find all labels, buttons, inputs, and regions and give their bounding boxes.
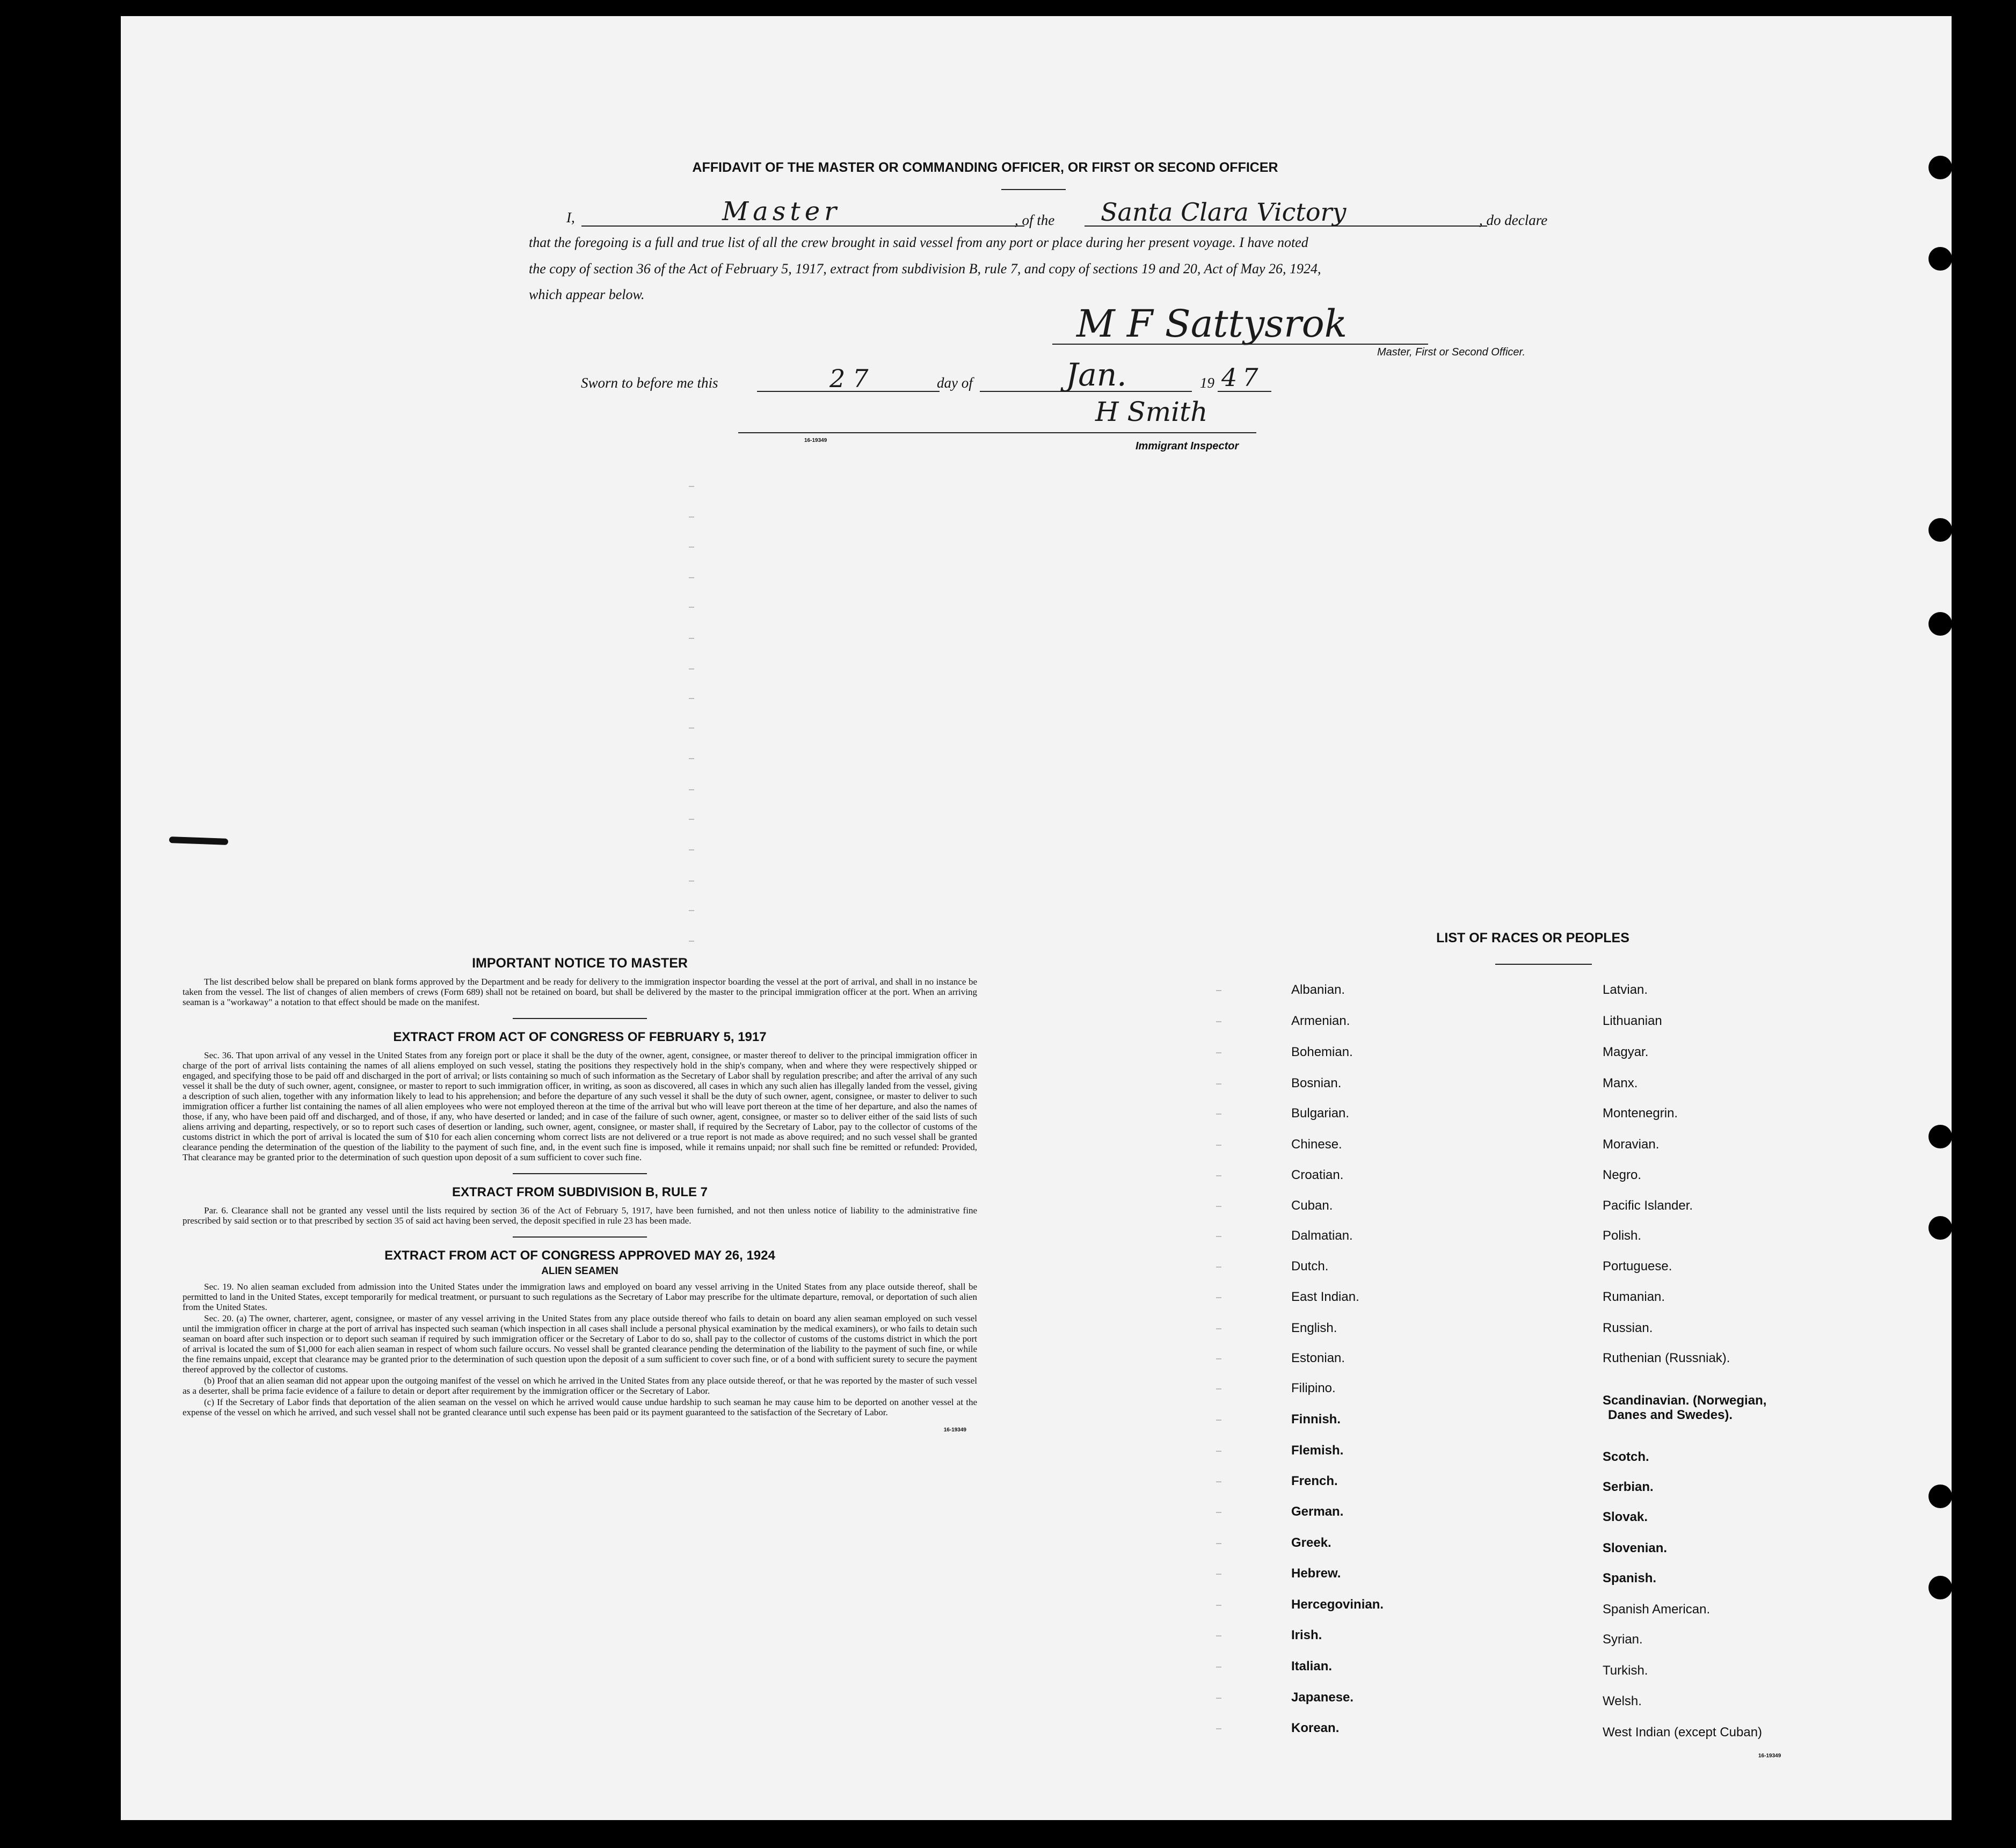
race-item: Montenegrin.	[1603, 1106, 1678, 1121]
affidavit-line-2: that the foregoing is a full and true list of all the crew brought in said vessel from any port or place during her present voyage. I have noted	[529, 235, 1308, 250]
dash-mark	[1216, 1083, 1221, 1085]
race-item: Turkish.	[1603, 1663, 1648, 1678]
left-form-number: 16-19349	[943, 1427, 966, 1433]
dash-mark	[1216, 1358, 1221, 1359]
race-item: Danes and Swedes).	[1608, 1408, 1733, 1422]
dash-mark	[689, 789, 694, 790]
race-item: Dutch.	[1291, 1259, 1329, 1274]
signature-caption: Master, First or Second Officer.	[1377, 346, 1526, 358]
year-prefix: 19	[1200, 375, 1214, 391]
dash-mark	[689, 668, 694, 670]
document-page	[121, 16, 1952, 1820]
do-declare-label: , do declare	[1479, 212, 1548, 228]
dash-mark	[689, 849, 694, 850]
dash-mark	[1216, 1267, 1221, 1268]
dash-mark	[1216, 1175, 1221, 1176]
race-item: Bohemian.	[1291, 1045, 1353, 1059]
extract-1917-title: EXTRACT FROM ACT OF CONGRESS OF FEBRUARY 5, 1917	[393, 1030, 767, 1044]
sec36-paragraph: Sec. 36. That upon arrival of any vessel in the United States from any foreign port or place it shall be the duty of the owner, agent, consignee, or master thereof to deliver to the principal immigration officer in charge of the port of arrival lists containing the names of all aliens employed on such vessel, stating the positions they respectively hold in the ship's company, when and where they were respectively shipped or engaged, and specifying those to be paid off and discharged in the port of arrival; or lists containing so much of such information as the Secretary of Labor shall by regulation prescribe; and after the arrival of any such vessel it shall be the duty of such owner, agent, consignee, or master to report to such immigration officer, in writing, as soon as discovered, all cases in which any such alien has illegally landed from the vessel, giving a description of such alien, together with any information likely to lead to his apprehension; and before the departure of any such vessel it shall be the duty of such owner, agent, consignee, or master to deliver to such immigration officer a further list containing the names of all alien employees who were not employed thereon at the time of the arrival but who will leave port thereon at the time of her departure, and also the names of those, if any, who have been paid off and discharged, and of those, if any, who have deserted or landed; and in case of the failure of such owner, agent, consignee, or master so to deliver either of the said lists of such aliens arriving and departing, respectively, or so to report such cases of desertion or landing, such owner, agent, consignee, or master shall, if required by the Secretary of Labor, pay to the collector of customs of the customs district in which the port of arrival is located the sum of $10 for each alien concerning whom correct lists are not delivered or a true report is not made as above required; and no such vessel shall be granted clearance pending the determination of the question of the liability to the payment of such fine, and, in the event such fine is imposed, while it remains unpaid; nor shall such fine be remitted or refunded: Provided, That clearance may be granted prior to the determination of such question upon deposit of a sum sufficient to cover such fine.	[183, 1050, 977, 1162]
race-item: French.	[1291, 1474, 1338, 1488]
inspector-signature: H Smith	[1095, 396, 1208, 427]
of-the-label: , of the	[1015, 212, 1055, 228]
dash-mark	[1216, 1052, 1221, 1053]
race-item: Hebrew.	[1291, 1566, 1341, 1581]
subdivision-text	[183, 1205, 977, 1226]
affidavit-line-3: the copy of section 36 of the Act of February 5, 1917, extract from subdivision B, rule 7, and copy of sections 19 and 20, Act of May 26, 1924,	[529, 261, 1321, 277]
race-item: English.	[1291, 1321, 1337, 1335]
dash-mark	[689, 577, 694, 578]
subdivision-title: EXTRACT FROM SUBDIVISION B, RULE 7	[452, 1185, 708, 1199]
divider	[513, 1018, 647, 1019]
dash-mark	[1216, 1451, 1221, 1452]
month-handwritten: Jan.	[1066, 356, 1127, 393]
dash-mark	[1216, 1236, 1221, 1237]
left-column	[183, 956, 977, 1433]
affidavit-line-4: which appear below.	[529, 287, 645, 302]
notice-text	[183, 977, 977, 1007]
race-item: West Indian (except Cuban)	[1603, 1725, 1763, 1740]
dash-mark	[689, 698, 694, 699]
race-item: Irish.	[1291, 1628, 1322, 1642]
race-item: Latvian.	[1603, 983, 1648, 997]
extract-1917-text	[183, 1050, 977, 1162]
race-item: Portuguese.	[1603, 1259, 1672, 1274]
dash-mark	[1216, 1328, 1221, 1329]
binder-hole	[1928, 612, 1952, 636]
race-item: Pacific Islander.	[1603, 1198, 1693, 1213]
race-item: Flemish.	[1291, 1443, 1344, 1458]
signature-line	[1052, 344, 1428, 345]
inspector-line	[738, 432, 1256, 433]
race-item: Slovenian.	[1603, 1541, 1668, 1555]
race-item: Japanese.	[1291, 1690, 1354, 1705]
race-item: Ruthenian (Russniak).	[1603, 1351, 1730, 1365]
divider	[513, 1173, 647, 1174]
dash-mark	[1216, 1605, 1221, 1606]
par6-paragraph: Par. 6. Clearance shall not be granted any vessel until the lists required by section 36 of the Act of February 5, 1917, have been furnished, and not then unless notice of liability to the administrative fine prescribed by said section or to that prescribed by section 35 of said act having been served, the deposit specified in rule 23 has been made.	[183, 1205, 977, 1226]
dash-mark	[689, 727, 694, 729]
race-item: Finnish.	[1291, 1412, 1341, 1427]
race-item: Spanish American.	[1603, 1602, 1711, 1617]
title-underline	[1001, 189, 1066, 190]
race-item: Dalmatian.	[1291, 1228, 1353, 1243]
race-item: Scotch.	[1603, 1450, 1649, 1464]
race-item: Syrian.	[1603, 1632, 1643, 1647]
dash-mark	[1216, 1512, 1221, 1513]
dash-mark	[689, 607, 694, 608]
dash-mark	[689, 881, 694, 882]
dash-mark	[689, 547, 694, 548]
dash-mark	[1216, 1635, 1221, 1636]
race-item: Slovak.	[1603, 1510, 1648, 1524]
binder-hole	[1928, 156, 1952, 179]
dash-mark	[689, 819, 694, 820]
dash-mark	[1216, 1145, 1221, 1146]
races-title-underline	[1495, 964, 1592, 965]
dash-mark	[689, 758, 694, 759]
sworn-label: Sworn to before me this	[581, 375, 718, 391]
dash-mark	[1216, 990, 1221, 991]
dash-mark	[1216, 1728, 1221, 1729]
binder-hole	[1928, 518, 1952, 542]
race-item: Scandinavian. (Norwegian,	[1603, 1393, 1767, 1408]
dash-mark	[1216, 1388, 1221, 1389]
race-item: Cuban.	[1291, 1198, 1333, 1213]
binder-hole	[1928, 247, 1952, 271]
race-item: Rumanian.	[1603, 1290, 1665, 1304]
day-of-label: day of	[937, 375, 973, 391]
race-item: Greek.	[1291, 1536, 1331, 1550]
dash-mark	[1216, 1574, 1221, 1575]
race-item: Filipino.	[1291, 1381, 1336, 1395]
dash-mark	[689, 486, 694, 487]
dash-mark	[1216, 1420, 1221, 1421]
binder-hole	[1928, 1576, 1952, 1599]
race-item: Italian.	[1291, 1659, 1333, 1674]
affidavit-title: AFFIDAVIT OF THE MASTER OR COMMANDING OFFICER, OR FIRST OR SECOND OFFICER	[692, 160, 1278, 175]
sec20b-paragraph: (b) Proof that an alien seaman did not appear upon the outgoing manifest of the vessel on which he arrived in the United States from any place outside thereof, or that he was reported by the master of such vessel as a deserter, shall be prima facie evidence of a failure to detain or deport after requirement by the immigration officer or the Secretary of Labor.	[183, 1376, 977, 1396]
dash-mark	[689, 638, 694, 639]
dash-mark	[1216, 1297, 1221, 1298]
race-item: Chinese.	[1291, 1137, 1342, 1152]
race-item: Spanish.	[1603, 1571, 1657, 1585]
race-item: German.	[1291, 1504, 1344, 1519]
race-item: Lithuanian	[1603, 1014, 1662, 1028]
race-item: Bulgarian.	[1291, 1106, 1350, 1121]
dash-mark	[689, 941, 694, 942]
dash-mark	[689, 516, 694, 518]
race-item: Estonian.	[1291, 1351, 1345, 1365]
master-signature: M F Sattysrok	[1076, 302, 1348, 346]
binder-hole	[1928, 1485, 1952, 1508]
binder-hole	[1928, 1125, 1952, 1148]
race-item: Welsh.	[1603, 1694, 1642, 1708]
races-title: LIST OF RACES OR PEOPLES	[1436, 930, 1629, 945]
race-item: Magyar.	[1603, 1045, 1649, 1059]
extract-1924-text	[183, 1282, 977, 1417]
dash-mark	[1216, 1021, 1221, 1022]
sec20a-paragraph: Sec. 20. (a) The owner, charterer, agent, consignee, or master of any vessel arriving in the United States from any place outside thereof who fails to detain on board any alien seaman employed on such vessel until the immigration officer in charge at the port of arrival has inspected such seaman (which inspection in all cases shall include a personal physical examination by the medical examiners), or who fails to detain such seaman on board after such inspection or to deport such seaman if required by such immigration officer or the Secretary of Labor to do so, shall pay to the collector of customs of the customs district in which the port of arrival is located the sum of $1,000 for each alien seaman in respect of whom such failure occurs. No vessel shall be granted clearance pending the determination of the liability to the payment of such fine, or while the fine remains unpaid, except that clearance may be granted prior to the determination of such question upon the deposit of a sum sufficient to cover such fine, or of a bond with sufficient surety to secure the payment thereof approved by the collector of customs.	[183, 1313, 977, 1374]
binder-hole	[1928, 1216, 1952, 1240]
i-label: I,	[566, 209, 575, 225]
inspector-caption: Immigrant Inspector	[1136, 440, 1239, 452]
notice-paragraph: The list described below shall be prepared on blank forms approved by the Department and be ready for delivery to the immigration inspector boarding the vessel at the port of arrival, and shall in no instance be taken from the vessel. The list of changes of alien members of crews (Form 689) shall not be retained on board, but shall be delivered by the master to the principal immigration officer at the port. When an arriving seaman is a "workaway" a notation to that effect should be made on the manifest.	[183, 977, 977, 1007]
dash-mark	[1216, 1698, 1221, 1699]
year-handwritten: 47	[1221, 363, 1264, 392]
race-item: Polish.	[1603, 1228, 1642, 1243]
dash-mark	[1216, 1543, 1221, 1544]
day-handwritten: 27	[829, 364, 876, 393]
sec19-paragraph: Sec. 19. No alien seaman excluded from admission into the United States under the immigration laws and employed on board any vessel arriving in the United States from any place outside thereof, shall be permitted to land in the United States, except temporarily for medical treatment, or pursuant to such regulations as the Secretary of Labor may prescribe for the ultimate departure, removal, or deportation of such alien from the United States.	[183, 1282, 977, 1312]
dash-mark	[1216, 1114, 1221, 1115]
race-item: Manx.	[1603, 1076, 1638, 1090]
race-item: Hercegovinian.	[1291, 1597, 1384, 1612]
races-form-number: 16-19349	[1758, 1753, 1781, 1759]
race-item: Armenian.	[1291, 1014, 1350, 1028]
notice-title: IMPORTANT NOTICE TO MASTER	[472, 956, 688, 971]
dash-mark	[689, 910, 694, 911]
divider	[513, 1236, 647, 1238]
race-item: Negro.	[1603, 1168, 1642, 1182]
extract-1924-title: EXTRACT FROM ACT OF CONGRESS APPROVED MAY 26, 1924	[384, 1248, 775, 1263]
race-item: Croatian.	[1291, 1168, 1344, 1182]
race-item: East Indian.	[1291, 1290, 1359, 1304]
race-item: Bosnian.	[1291, 1076, 1342, 1090]
race-item: Albanian.	[1291, 983, 1345, 997]
alien-seamen-subtitle: ALIEN SEAMEN	[541, 1265, 618, 1277]
dash-mark	[1216, 1481, 1221, 1482]
vessel-name-handwritten: Santa Clara Victory	[1101, 198, 1347, 227]
master-name-handwritten: Master	[722, 197, 841, 227]
dash-mark	[1216, 1667, 1221, 1668]
race-item: Serbian.	[1603, 1480, 1654, 1494]
race-item: Russian.	[1603, 1321, 1653, 1335]
affidavit-form-number: 16-19349	[804, 438, 827, 443]
race-item: Korean.	[1291, 1721, 1340, 1735]
dash-mark	[1216, 1206, 1221, 1207]
race-item: Moravian.	[1603, 1137, 1660, 1152]
sec20c-paragraph: (c) If the Secretary of Labor finds that deportation of the alien seaman on the vessel on which he arrived would cause undue hardship to such seaman he may cause him to be deported on another vessel at the expense of the vessel on which he arrived, and such vessel shall not be granted clearance until such expense has been paid or its payment guaranteed to the satisfaction of the Secretary of Labor.	[183, 1397, 977, 1417]
